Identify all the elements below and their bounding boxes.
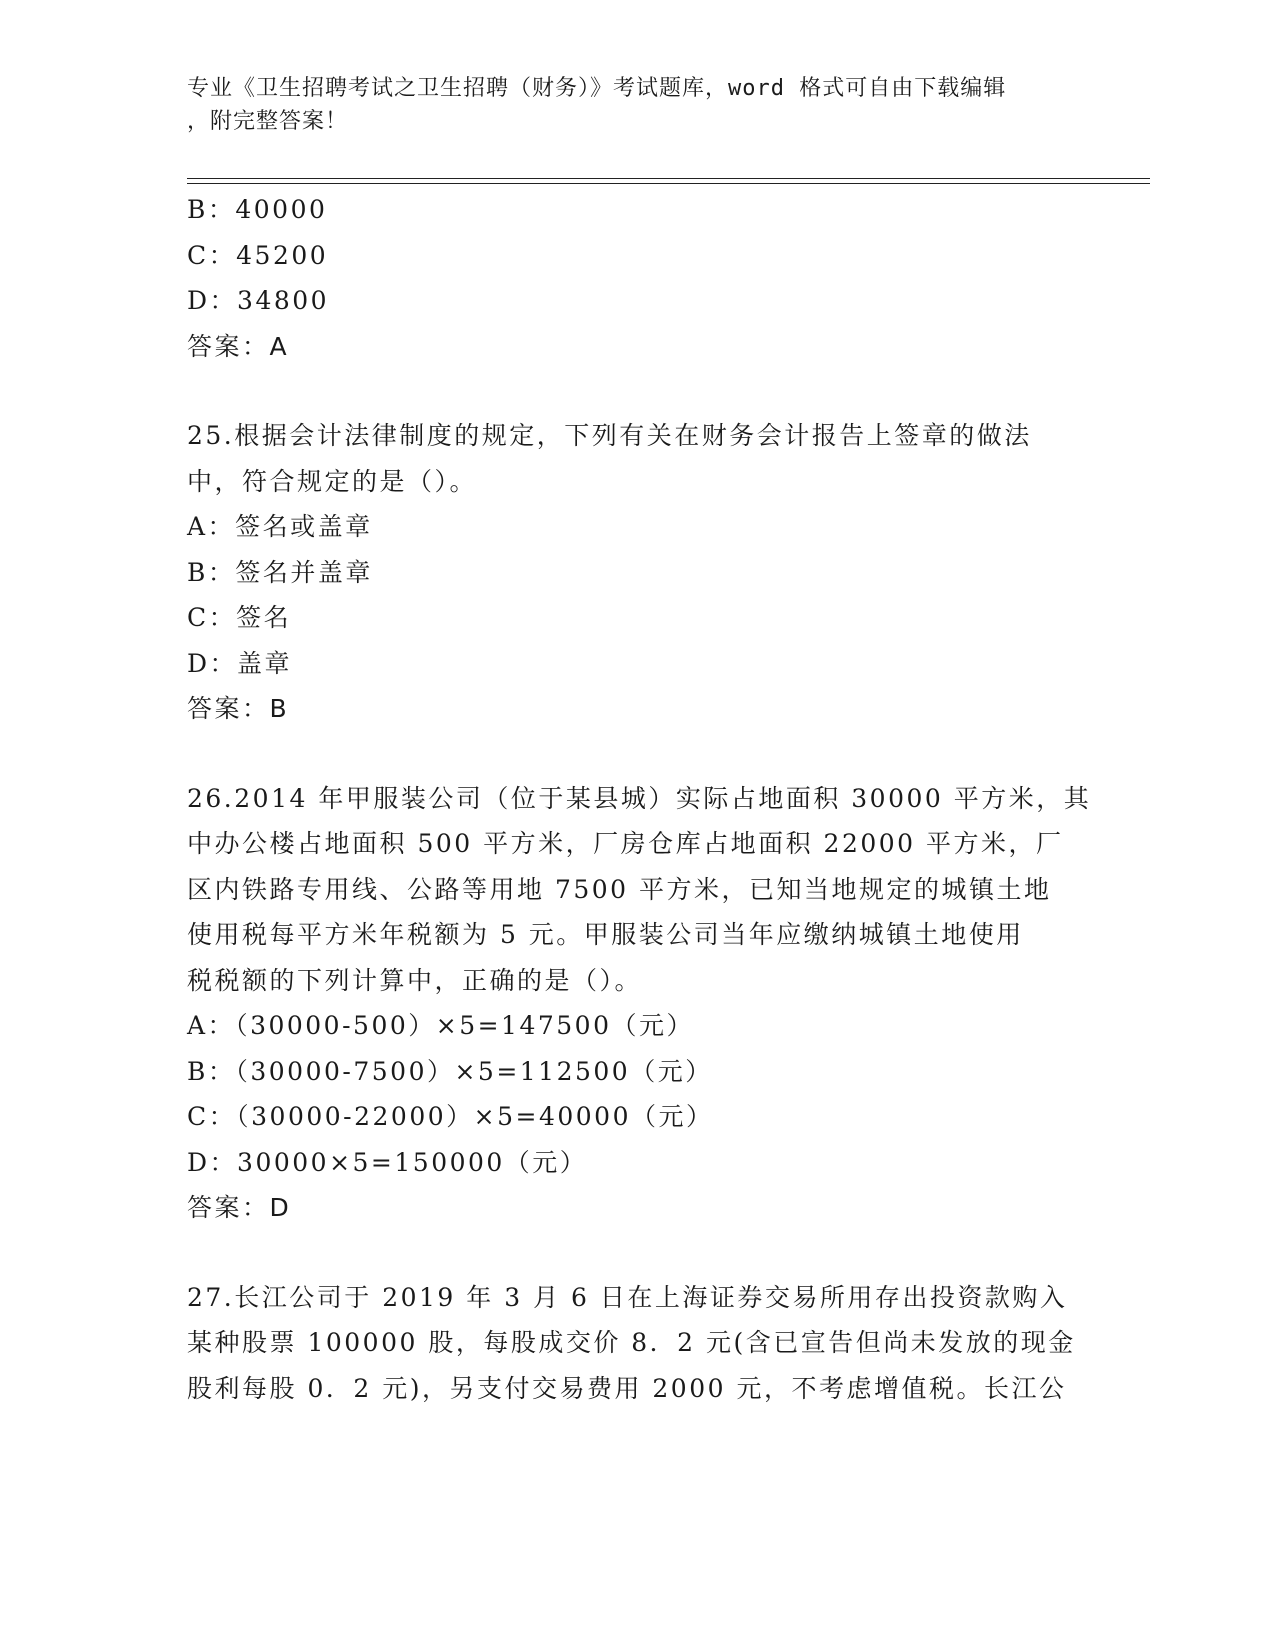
header-line-2: ，附完整答案！	[187, 109, 349, 134]
option-a: A：签名或盖章	[187, 512, 373, 541]
option-c: C：签名	[187, 603, 292, 632]
question-stem-line: 27.长江公司于 2019 年 3 月 6 日在上海证券交易所用存出投资款购入	[187, 1282, 1068, 1312]
option-d: D：34800	[187, 286, 330, 315]
question-25	[187, 413, 1087, 732]
header-line-1: 专业《卫生招聘考试之卫生招聘（财务）》考试题库，word 格式可自由下载编辑	[187, 76, 1007, 101]
page-header	[187, 72, 1087, 138]
question-27	[187, 1275, 1087, 1412]
question-24-continued	[187, 187, 1087, 369]
option-c: C：（30000-22000）×5=40000（元）	[187, 1102, 714, 1131]
option-d: D：30000×5=150000（元）	[187, 1147, 588, 1177]
question-stem-line: 税税额的下列计算中，正确的是（）。	[187, 965, 643, 995]
question-stem-line: 股利每股 0．2 元)，另支付交易费用 2000 元，不考虑增值税。长江公	[187, 1373, 1067, 1403]
question-stem-line: 中办公楼占地面积 500 平方米，厂房仓库占地面积 22000 平方米，厂	[187, 829, 1064, 858]
question-stem-line: 某种股票 100000 股，每股成交价 8．2 元(含已宣告但尚未发放的现金	[187, 1328, 1076, 1357]
document-body	[187, 187, 1092, 1411]
question-stem-line: 26.2014 年甲服装公司（位于某县城）实际占地面积 30000 平方米，其	[187, 783, 1092, 813]
header-rule-top	[187, 178, 1150, 179]
question-stem-line: 25.根据会计法律制度的规定，下列有关在财务会计报告上签章的做法	[187, 421, 1032, 450]
answer-line: 答案：A	[187, 331, 290, 361]
question-stem-line: 区内铁路专用线、公路等用地 7500 平方米，已知当地规定的城镇土地	[187, 874, 1052, 904]
question-26	[187, 776, 1092, 1231]
header-rule-bottom	[187, 183, 1150, 184]
option-b: B：签名并盖章	[187, 557, 373, 587]
option-b: B：（30000-7500）×5=112500（元）	[187, 1056, 713, 1086]
answer-line: 答案：B	[187, 694, 290, 723]
question-stem-line: 中，符合规定的是（）。	[187, 466, 478, 496]
option-a: A：（30000-500）×5=147500（元）	[187, 1011, 694, 1040]
option-d: D：盖章	[187, 648, 293, 678]
option-b: B：40000	[187, 195, 328, 224]
option-c: C：45200	[187, 240, 329, 270]
question-stem-line: 使用税每平方米年税额为 5 元。甲服装公司当年应缴纳城镇土地使用	[187, 920, 1024, 949]
answer-line: 答案：D	[187, 1193, 292, 1222]
